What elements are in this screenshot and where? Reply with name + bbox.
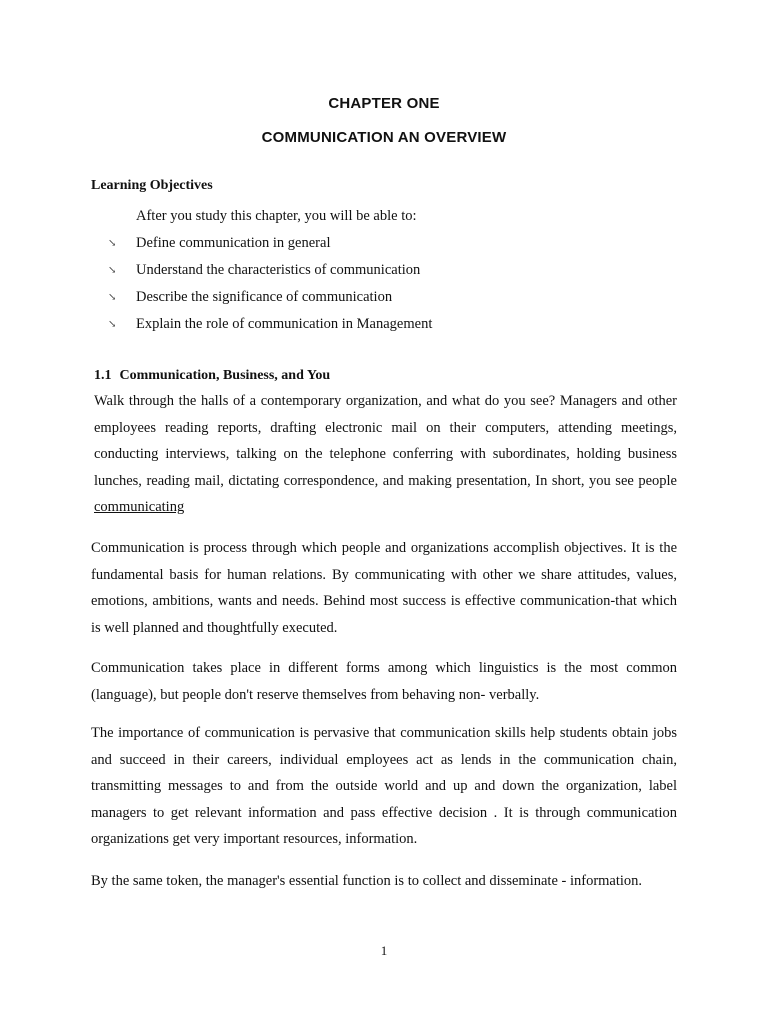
arrow-bullet-icon: ↘ (108, 265, 117, 276)
paragraph-3: Communication takes place in different forms among which linguistics is the most common (language), but people don't reserve themselves from behaving non- verbally. (91, 660, 677, 703)
paragraph-4: The importance of communication is pervasive that communication skills help students obtain jobs and succeed in their careers, individual employees act as lends in the communication chain, transmitting messages to and from the outside world and up and down the organization, label managers to get relevant information and pass effective decision . It is through communication organizations get very important resources, information. (91, 725, 677, 847)
section-heading (94, 368, 330, 384)
paragraph-2: Communication is process through which people and organizations accomplish objectives. It is the fundamental basis for human relations. By communicating with other we share attitudes, values, emotions, ambitions, wants and needs. Behind most success is effective communication-that which is well planned and thoughtfully executed. (91, 540, 677, 636)
list-item (108, 261, 432, 288)
list-item-text: Understand the characteristics of communication (136, 262, 421, 278)
chapter-subtitle: COMMUNICATION AN OVERVIEW (261, 129, 507, 146)
section-title-text: Communication, Business, and You (119, 368, 331, 383)
section-number: 1.1 (94, 368, 112, 383)
list-item-text: Explain the role of communication in Management (136, 316, 433, 332)
list-item-text: Describe the significance of communication (136, 289, 393, 305)
arrow-bullet-icon: ↘ (108, 238, 117, 249)
arrow-bullet-icon: ↘ (108, 292, 117, 303)
paragraph-1-text: Walk through the halls of a contemporary organization, and what do you see? Managers and other employees reading reports, drafting electronic mail on their computers, attending meetings, conducting interviews, talking on the telephone conferring with subordinates, holding business lunches, reading mail, dictating correspondence, and making presentation, In short, you see people (94, 393, 677, 489)
underlined-term: communicating (94, 499, 185, 515)
paragraph-5: By the same token, the manager's essential function is to collect and disseminate - information. (91, 873, 643, 889)
list-item (108, 234, 432, 261)
list-item (108, 288, 432, 315)
learning-objectives-list (108, 234, 432, 342)
chapter-title: CHAPTER ONE (328, 95, 440, 112)
page-number: 1 (380, 943, 388, 958)
paragraph-1 (94, 388, 677, 521)
list-item (108, 315, 432, 342)
list-item-text: Define communication in general (136, 235, 331, 251)
learning-objectives-intro: After you study this chapter, you will be able to: (136, 208, 417, 224)
learning-objectives-title: Learning Objectives (91, 178, 213, 193)
arrow-bullet-icon: ↘ (108, 319, 117, 330)
